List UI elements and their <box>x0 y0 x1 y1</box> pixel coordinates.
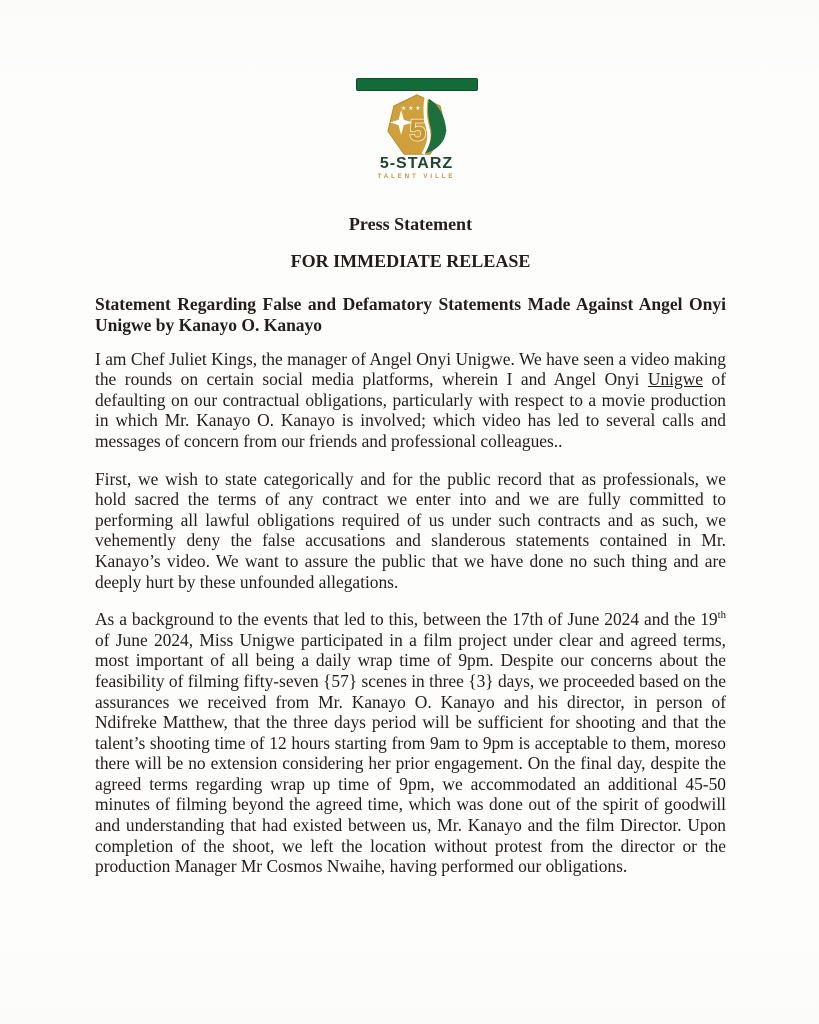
statement-content <box>0 214 819 877</box>
superscript-text: th <box>717 609 726 622</box>
five-starz-logo-icon <box>384 94 450 155</box>
text-run: I am Chef Juliet Kings, the manager of Angel Onyi Unigwe. We have seen a video making the rounds on certain social media platforms, wherein I and Angel Onyi <box>95 348 726 390</box>
text-run: of defaulting on our contractual obligations, particularly with respect to a movie production in which Mr. Kanayo O. Kanayo is involved; which video has led to several calls and messages of concern from our friends and professional colleagues.. <box>95 369 726 451</box>
brand-bar <box>356 78 478 91</box>
text-run: First, we wish to state categorically and for the public record that as professionals, we hold sacred the terms of any contract we enter into and we are fully committed to performing all lawful obligations required of us under such contracts and as such, we vehemently deny the false accusations and slanderous statements contained in Mr. Kanayo’s video. We want to assure the public that we have done no such thing and are deeply hurt by these unfounded allegations. <box>95 468 726 592</box>
text-run: As a background to the events that led to this, between the 17th of June 2024 and the 19 <box>95 609 718 630</box>
letterhead <box>7 0 819 181</box>
release-line: FOR IMMEDIATE RELEASE <box>290 251 531 271</box>
text-run: of June 2024, Miss Unigwe participated in a film project under clear and agreed terms, most important of all being a daily wrap time of 9pm. Despite our concerns about the feasibility of filming fifty-seven {57} scenes in three {3} days, we proceeded based on the assurances we received from Mr. Kanayo O. Kanayo and his director, in person of Ndifreke Matthew, that the three days period will be sufficient for shooting and that the talent’s shooting time of 12 hours starting from 9am to 9pm is acceptable to them, moreso there will be no extension considering her prior engagement. On the final day, despite the agreed terms regarding wrap up time of 9pm, we accommodated an additional 45-50 minutes of filming beyond the agreed time, which was done out of the spirit of goodwill and understanding that had existed between us, Mr. Kanayo and the film Director. Upon completion of the shoot, we left the location without protest from the director or the production Manager Mr Cosmos Nwaihe, having performed our obligations. <box>95 629 726 877</box>
logo-digit: 5 <box>408 114 426 148</box>
brand-name: 5-STARZ <box>379 155 454 172</box>
statement-body <box>95 349 726 877</box>
star-icon: ★ ★ ★ ★ <box>400 104 428 112</box>
statement-paragraph <box>95 609 726 877</box>
subject-heading: Statement Regarding False and Defamatory Statements Made Against Angel Onyi Unigwe by Kanayo O. Kanayo <box>95 294 726 335</box>
press-statement-title: Press Statement <box>348 214 473 234</box>
brand-tagline: TALENT VILLE <box>377 174 456 180</box>
statement-paragraph <box>95 349 726 452</box>
underlined-text: Unigwe <box>647 369 703 390</box>
statement-paragraph <box>95 469 726 593</box>
